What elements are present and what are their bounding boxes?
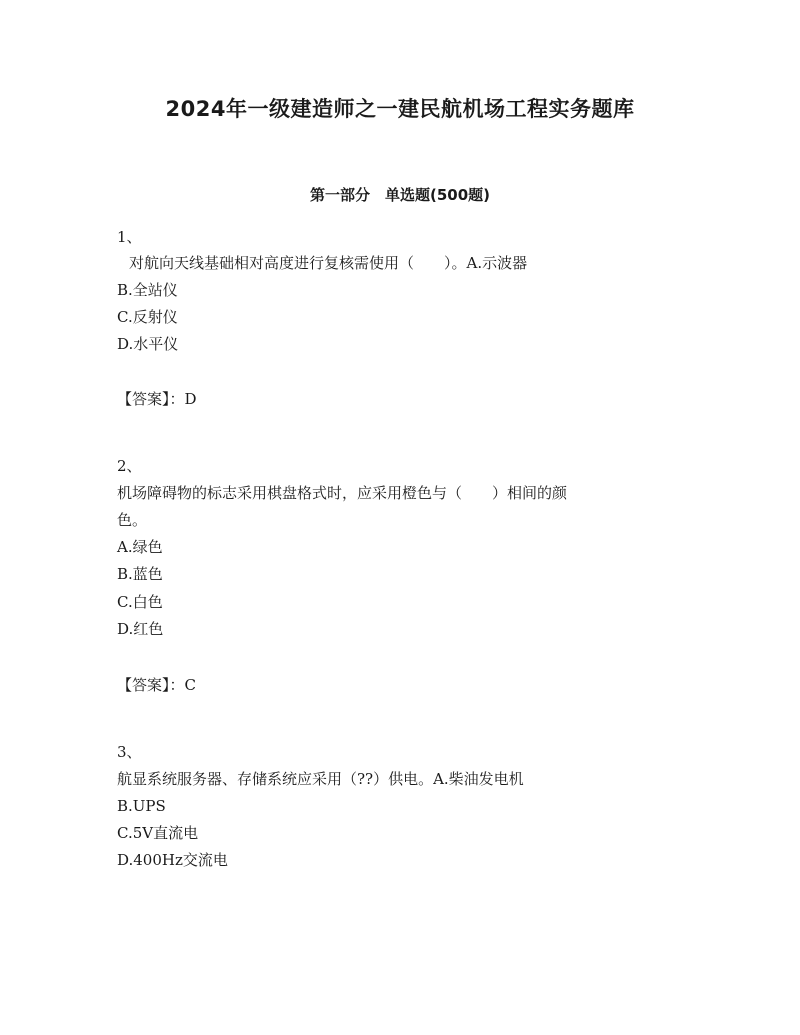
document-title: 2024年一级建造师之一建民航机场工程实务题库 (165, 97, 635, 121)
question-stem: 对航向天线基础相对高度进行复核需使用（ ）。A.示波器 (129, 254, 528, 272)
option-c: C.反射仪 (117, 308, 178, 326)
question-number: 2、 (117, 457, 142, 475)
option-c: C.白色 (117, 593, 163, 611)
question-stem-line-2: 色。 (117, 511, 148, 529)
answer-line: 【答案】：D (117, 390, 197, 408)
option-d: D.红色 (117, 620, 164, 638)
option-a: A.绿色 (117, 538, 163, 556)
option-b: B.全站仪 (117, 281, 178, 299)
answer-line: 【答案】：C (117, 676, 196, 694)
section-title: 第一部分 单选题(500题) (309, 186, 491, 204)
question-number: 1、 (117, 228, 142, 246)
option-d: D.水平仪 (117, 335, 179, 353)
question-stem: 航显系统服务器、存储系统应采用（??）供电。A.柴油发电机 (117, 770, 524, 788)
question-number: 3、 (117, 743, 142, 761)
option-b: B.蓝色 (117, 565, 163, 583)
option-d: D.400Hz交流电 (117, 851, 228, 869)
option-b: B.UPS (117, 797, 166, 815)
option-c: C.5V直流电 (117, 824, 199, 842)
question-stem-line-1: 机场障碍物的标志采用棋盘格式时，应采用橙色与（ ）相间的颜 (117, 484, 568, 502)
